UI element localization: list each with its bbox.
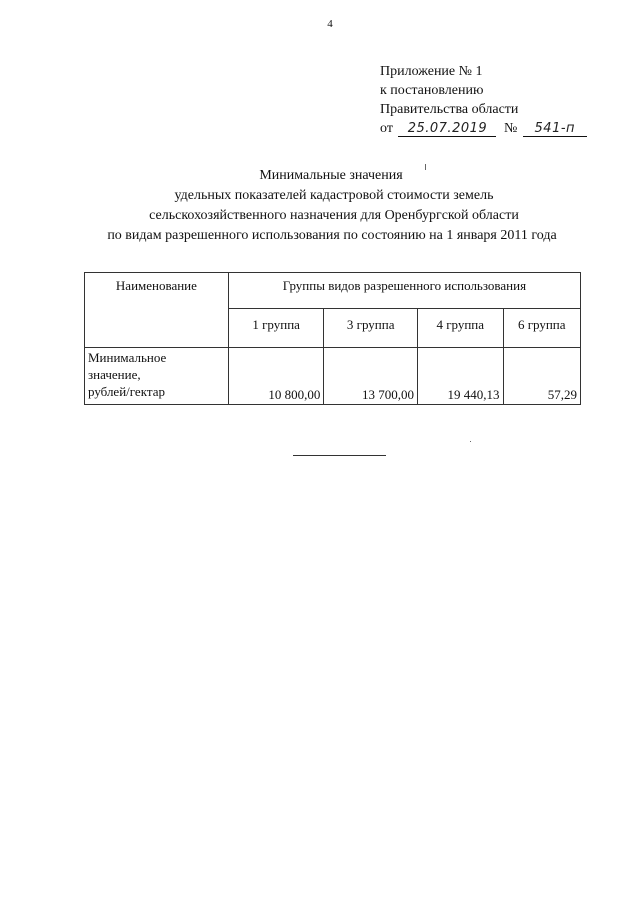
document-title — [0, 166, 640, 246]
row-label-line-1: Минимальное — [88, 350, 167, 365]
title-line-3: сельскохозяйственного назначения для Оренбургской области — [149, 208, 519, 223]
handwritten-date: 25.07.2019 — [398, 122, 496, 137]
page-number: 4 — [327, 18, 333, 30]
header-group-6: 6 группа — [503, 309, 581, 348]
appendix-resolution: к постановлению — [380, 83, 484, 98]
appendix-date-number — [380, 119, 587, 138]
value-group-6: 57,29 — [503, 348, 581, 405]
row-label — [85, 348, 229, 405]
title-line-2: удельных показателей кадастровой стоимости земель — [174, 188, 494, 203]
scan-artifact — [470, 441, 471, 442]
header-group-4: 4 группа — [417, 309, 503, 348]
appendix-header — [380, 62, 587, 138]
header-group-3: 3 группа — [324, 309, 418, 348]
header-group-1: 1 группа — [228, 309, 324, 348]
values-table — [84, 272, 581, 405]
closing-divider — [293, 455, 386, 456]
title-line-4: по видам разрешенного использования по состоянию на 1 января 2011 года — [107, 228, 557, 243]
handwritten-number: 541-п — [523, 122, 587, 137]
value-group-1: 10 800,00 — [228, 348, 324, 405]
table-header-row — [85, 273, 581, 309]
scan-artifact — [425, 164, 426, 170]
number-prefix: № — [503, 121, 518, 136]
header-groups: Группы видов разрешенного использования — [228, 273, 580, 309]
title-line-1: Минимальные значения — [259, 168, 403, 183]
appendix-government: Правительства области — [380, 102, 519, 117]
row-label-line-3: рублей/гектар — [88, 384, 165, 399]
value-group-4: 19 440,13 — [417, 348, 503, 405]
appendix-title: Приложение № 1 — [380, 64, 483, 79]
header-name: Наименование — [85, 273, 229, 348]
row-label-line-2: значение, — [88, 367, 141, 382]
table-row — [85, 348, 581, 405]
value-group-3: 13 700,00 — [324, 348, 418, 405]
date-prefix: от — [380, 121, 393, 136]
